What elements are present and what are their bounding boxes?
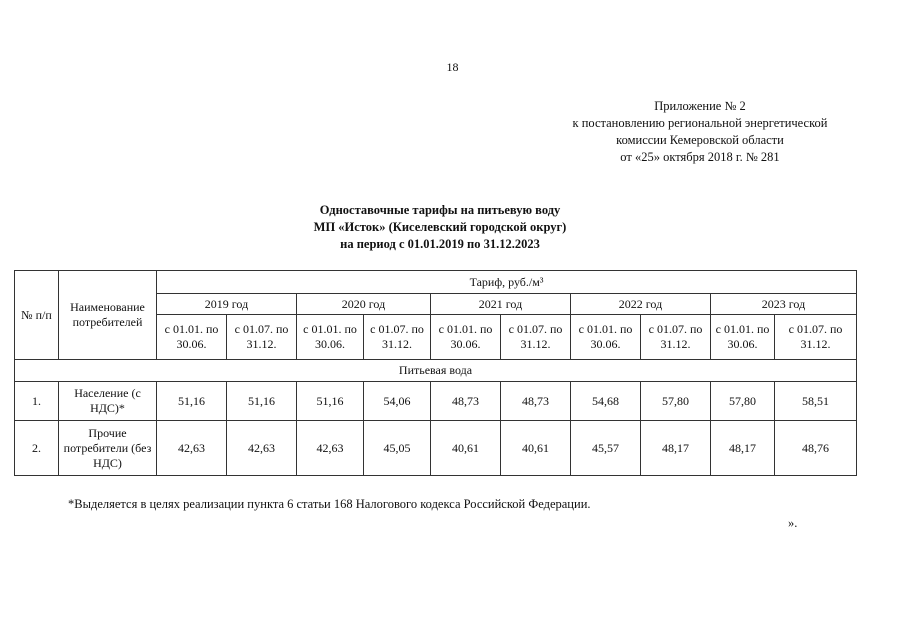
tariff-cell: 48,73 [501,382,571,421]
header-year: 2022 год [571,294,711,315]
appendix-line: от «25» октября 2018 г. № 281 [620,150,780,164]
page-number: 18 [446,60,459,74]
tariff-table [14,270,857,476]
tariff-cell: 40,61 [431,421,501,476]
tariff-cell: 42,63 [227,421,297,476]
header-period: с 01.07. по 31.12. [641,315,711,360]
tariff-cell: 45,05 [364,421,431,476]
table-row [15,382,857,421]
section-row: Питьевая вода [15,360,857,382]
tariff-cell: 48,17 [711,421,775,476]
row-num: 1. [15,382,59,421]
tariff-cell: 45,57 [571,421,641,476]
header-period: с 01.07. по 31.12. [227,315,297,360]
header-year: 2021 год [431,294,571,315]
closing-quote: ». [788,516,798,530]
tariff-cell: 51,16 [297,382,364,421]
tariff-cell: 57,80 [641,382,711,421]
title-line: Одноставочные тарифы на питьевую воду [319,203,561,217]
header-period: с 01.07. по 31.12. [501,315,571,360]
header-year: 2020 год [297,294,431,315]
appendix-line: к постановлению региональной энергетической [572,116,828,130]
tariff-cell: 54,06 [364,382,431,421]
header-period: с 01.01. по 30.06. [431,315,501,360]
row-name: Население (с НДС)* [59,382,157,421]
title-line: на период с 01.01.2019 по 31.12.2023 [340,237,540,251]
tariff-cell: 40,61 [501,421,571,476]
row-name: Прочие потребители (без НДС) [59,421,157,476]
header-period: с 01.01. по 30.06. [711,315,775,360]
header-year: 2019 год [157,294,297,315]
tariff-cell: 51,16 [157,382,227,421]
tariff-cell: 48,73 [431,382,501,421]
header-period: с 01.07. по 31.12. [364,315,431,360]
header-year: 2023 год [711,294,857,315]
header-num: № п/п [15,271,59,360]
tariff-cell: 42,63 [297,421,364,476]
header-period: с 01.01. по 30.06. [571,315,641,360]
header-period: с 01.01. по 30.06. [297,315,364,360]
appendix-line: комиссии Кемеровской области [616,133,784,147]
appendix-line: Приложение № 2 [654,99,746,113]
tariff-cell: 48,76 [775,421,857,476]
tariff-cell: 57,80 [711,382,775,421]
tariff-cell: 42,63 [157,421,227,476]
table-row [15,421,857,476]
tariff-cell: 54,68 [571,382,641,421]
header-period: с 01.01. по 30.06. [157,315,227,360]
tariff-cell: 51,16 [227,382,297,421]
title-line: МП «Исток» (Киселевский городской округ) [313,220,567,234]
footnote: *Выделяется в целях реализации пункта 6 статьи 168 Налогового кодекса Российской Федерации. [68,497,591,511]
header-tariff: Тариф, руб./м³ [157,271,857,294]
row-num: 2. [15,421,59,476]
document-title [0,202,880,253]
appendix-block [540,98,860,166]
header-period: с 01.07. по 31.12. [775,315,857,360]
tariff-cell: 48,17 [641,421,711,476]
header-name: Наименование потребителей [59,271,157,360]
tariff-cell: 58,51 [775,382,857,421]
